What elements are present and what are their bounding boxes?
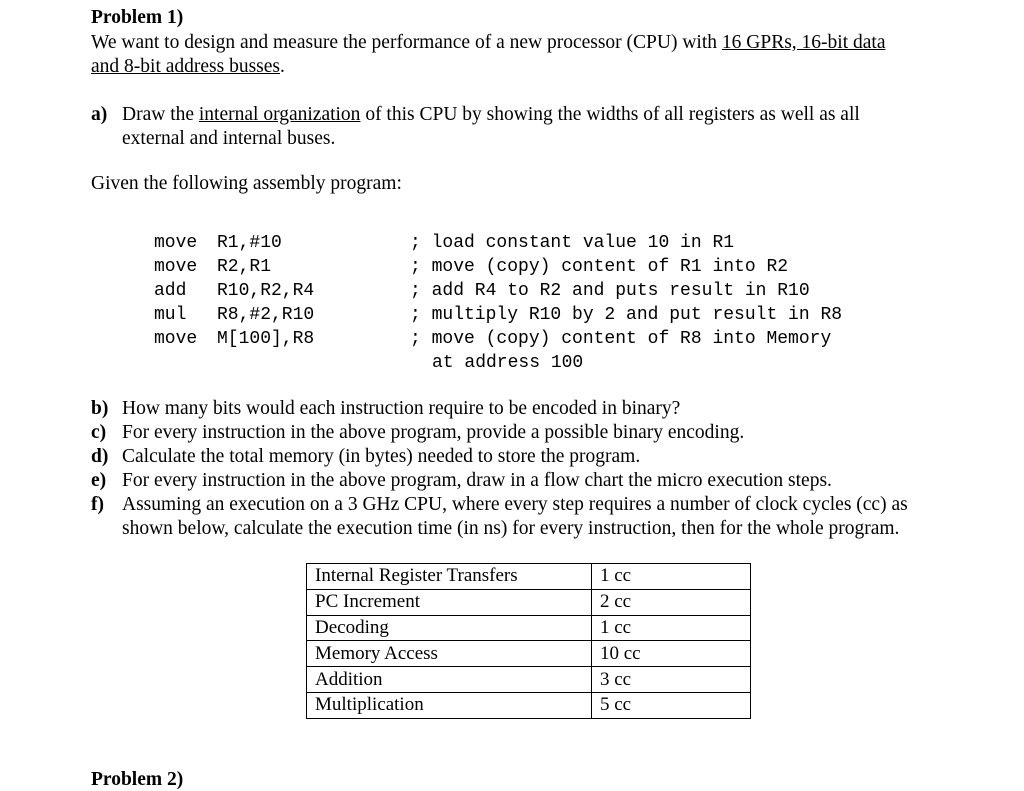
problem-2-title: Problem 2)	[91, 769, 184, 790]
part-c-label: c)	[91, 422, 107, 443]
program-args: R10,R2,R4	[217, 281, 315, 301]
part-a-text-rest: of this CPU by showing the widths of all registers as well as all	[360, 104, 860, 125]
table-cell-cycles: 10 cc	[592, 641, 751, 667]
table-cell-step: Decoding	[307, 615, 592, 641]
program-comment: ; load constant value 10 in R1	[410, 233, 735, 253]
program-comment: ; move (copy) content of R8 into Memory	[410, 329, 832, 349]
part-f-text-line-2: shown below, calculate the execution time (in ns) for every instruction, then for the whole program.	[122, 518, 900, 539]
problem-1-title: Problem 1)	[91, 7, 184, 28]
program-comment: ; move (copy) content of R1 into R2	[410, 257, 789, 277]
problem-1-intro-line-1	[91, 32, 886, 54]
part-f-label: f)	[91, 494, 104, 515]
program-op: move	[154, 233, 198, 253]
table-cell-step: PC Increment	[307, 589, 592, 615]
table-cell-cycles: 5 cc	[592, 692, 751, 718]
given-text: Given the following assembly program:	[91, 173, 402, 194]
program-op: mul	[154, 305, 187, 325]
table-cell-step: Memory Access	[307, 641, 592, 667]
part-a-text: Draw the	[122, 104, 199, 125]
table-cell-cycles: 1 cc	[592, 564, 751, 590]
table-cell-cycles: 1 cc	[592, 615, 751, 641]
table-cell-step: Addition	[307, 667, 592, 693]
part-e-text: For every instruction in the above program, draw in a flow chart the micro execution steps.	[122, 470, 832, 491]
table-cell-step: Multiplication	[307, 692, 592, 718]
part-c-text: For every instruction in the above program, provide a possible binary encoding.	[122, 422, 745, 443]
program-op: move	[154, 257, 198, 277]
part-a-underlined: internal organization	[198, 104, 361, 125]
program-op: move	[154, 329, 198, 349]
problem-1-intro-line-2	[91, 56, 285, 78]
intro-text: We want to design and measure the performance of a new processor (CPU) with	[91, 32, 722, 53]
table-row	[307, 589, 751, 615]
program-comment: ; add R4 to R2 and puts result in R10	[410, 281, 810, 301]
part-a-line-2: external and internal buses.	[122, 128, 336, 149]
part-f-text-line-1: Assuming an execution on a 3 GHz CPU, where every step requires a number of clock cycles (cc) as	[122, 494, 908, 515]
table-row	[307, 615, 751, 641]
table-row	[307, 692, 751, 718]
part-b-text: How many bits would each instruction require to be encoded in binary?	[122, 398, 681, 419]
intro-spec-underlined-2: and 8-bit address busses	[91, 56, 281, 77]
intro-spec-underlined: 16 GPRs, 16-bit data	[721, 32, 886, 53]
table-cell-cycles: 3 cc	[592, 667, 751, 693]
table-cell-step: Internal Register Transfers	[307, 564, 592, 590]
table-row	[307, 667, 751, 693]
part-d-text: Calculate the total memory (in bytes) needed to store the program.	[122, 446, 641, 467]
table-row	[307, 564, 751, 590]
part-b-label: b)	[91, 398, 109, 419]
program-args: R8,#2,R10	[217, 305, 315, 325]
table-row	[307, 641, 751, 667]
clock-cycle-table	[306, 563, 751, 719]
intro-period: .	[280, 56, 285, 77]
part-d-label: d)	[91, 446, 109, 467]
program-op: add	[154, 281, 187, 301]
program-args: R1,#10	[217, 233, 282, 253]
part-e-label: e)	[91, 470, 107, 491]
program-comment: ; multiply R10 by 2 and put result in R8	[410, 305, 843, 325]
program-args: M[100],R8	[217, 329, 315, 349]
program-args: R2,R1	[217, 257, 272, 277]
part-a-label: a)	[91, 104, 108, 125]
part-a-line-1	[122, 104, 860, 126]
table-cell-cycles: 2 cc	[592, 589, 751, 615]
program-comment-continuation: at address 100	[432, 353, 584, 373]
